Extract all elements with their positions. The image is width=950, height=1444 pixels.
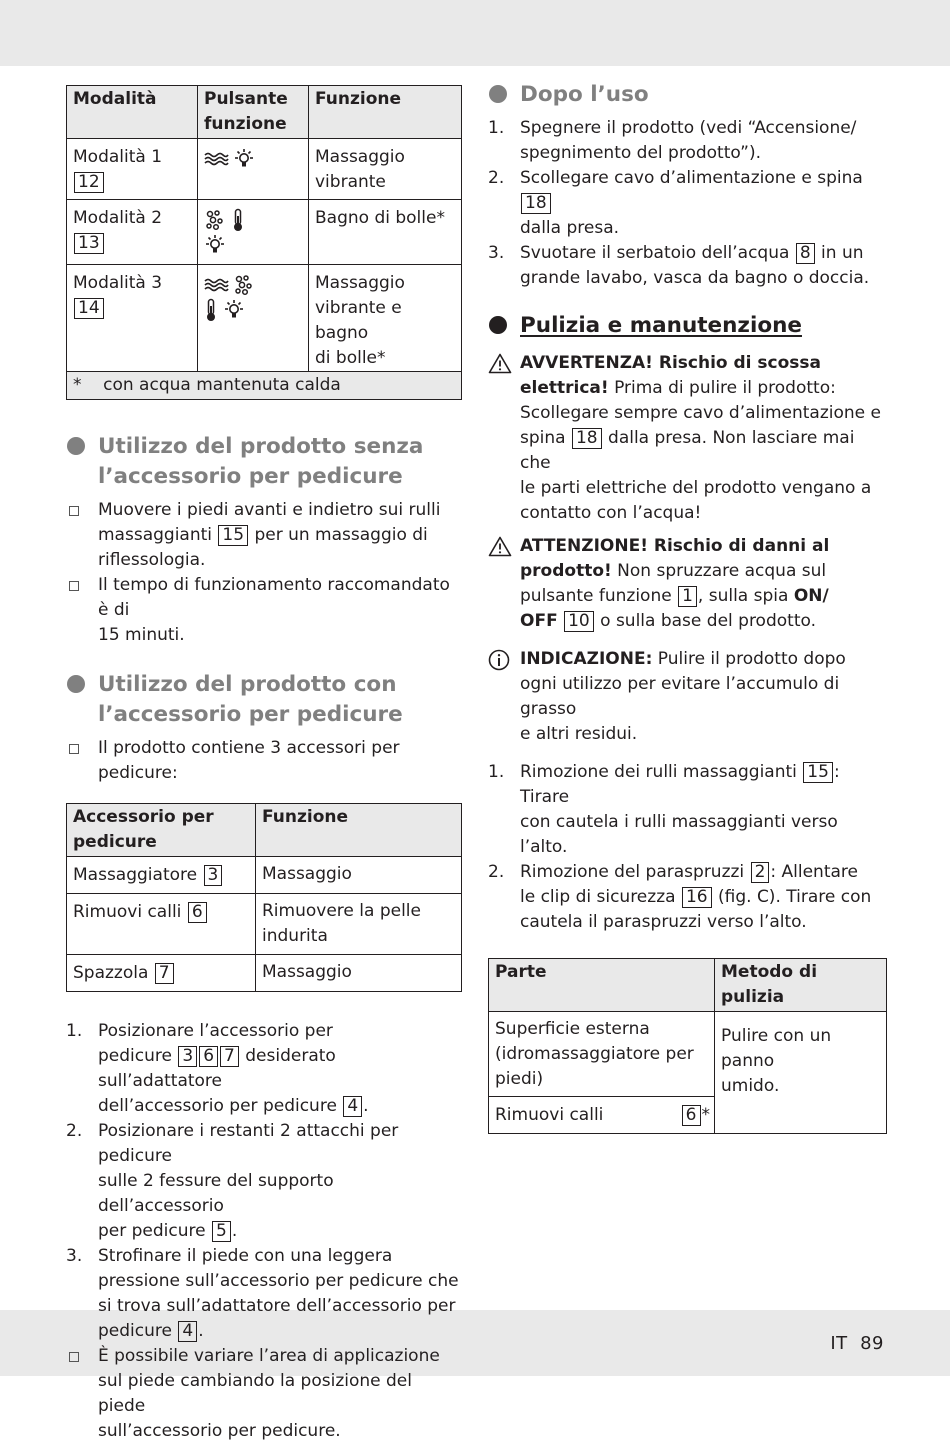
cleaning-table bbox=[488, 958, 887, 1134]
section-bullet bbox=[489, 316, 507, 334]
text: pulsante funzione bbox=[520, 586, 672, 606]
table-header-row bbox=[489, 959, 887, 1012]
ref-box: 3 bbox=[204, 865, 223, 886]
ref-box: 15 bbox=[803, 762, 833, 783]
text-line: Il tempo di funzionamento raccomandato è di bbox=[98, 575, 450, 620]
page-number bbox=[830, 1331, 884, 1356]
text-line: cautela il paraspruzzi verso l’alto. bbox=[520, 912, 807, 932]
mode-name: Modalità 1 bbox=[73, 147, 163, 167]
ref-box: 5 bbox=[212, 1221, 231, 1242]
text: . bbox=[231, 1221, 238, 1241]
page-num: 89 bbox=[860, 1333, 884, 1354]
text-line: Il prodotto contiene 3 accessori per pedicure: bbox=[98, 738, 400, 783]
text-line: Posizionare i restanti 2 attacchi per pedicure bbox=[98, 1121, 399, 1166]
function-text: vibrante e bagno bbox=[315, 298, 402, 343]
text-line: e altri residui. bbox=[520, 724, 638, 744]
list-item bbox=[66, 1019, 462, 1119]
text: le clip di sicurezza bbox=[520, 887, 676, 907]
heading-line: Utilizzo del prodotto senza bbox=[98, 434, 424, 459]
text-line bbox=[520, 885, 888, 910]
ref-box: 6 bbox=[682, 1105, 701, 1126]
heading-text: Dopo l’uso bbox=[520, 82, 649, 107]
text: . bbox=[363, 1096, 369, 1116]
text: dalla presa. Non lasciare mai che bbox=[520, 428, 855, 473]
text-line: Muovere i piedi avanti e indietro sui rulli bbox=[98, 500, 441, 520]
ref-box: 1 bbox=[678, 586, 697, 607]
light-icon bbox=[204, 234, 226, 256]
checkbox-bullet bbox=[69, 506, 79, 516]
text-line bbox=[520, 559, 888, 584]
section-bullet bbox=[67, 437, 85, 455]
step-number: 1. bbox=[488, 762, 505, 782]
text-line: sull’accessorio per pedicure. bbox=[98, 1421, 341, 1441]
heading-line: Utilizzo del prodotto con bbox=[98, 672, 397, 697]
text-line bbox=[98, 523, 462, 548]
accessory-name: Spazzola bbox=[73, 963, 149, 983]
text-line bbox=[520, 166, 888, 216]
method-text: Pulire con un panno bbox=[721, 1026, 832, 1071]
text: (fig. C). Tirare con bbox=[718, 887, 872, 907]
section-heading bbox=[488, 311, 888, 341]
section-heading bbox=[488, 80, 888, 110]
ref-box: 12 bbox=[74, 172, 104, 193]
bold-text: OFF bbox=[520, 611, 558, 631]
text-line: si trova sull’adattatore dell’accessorio per bbox=[98, 1296, 456, 1316]
method-text: umido. bbox=[721, 1076, 780, 1096]
text-line: È possibile variare l’area di applicazione bbox=[98, 1346, 440, 1366]
step-number: 2. bbox=[488, 168, 505, 188]
bubbles-icon bbox=[233, 274, 255, 296]
table-row bbox=[67, 200, 462, 265]
bubbles-icon bbox=[204, 209, 226, 231]
text-line: le parti elettriche del prodotto vengano a bbox=[520, 478, 872, 498]
text-line: Strofinare il piede con una leggera bbox=[98, 1246, 393, 1266]
text: , sulla spia bbox=[697, 586, 789, 606]
warning-title: elettrica! bbox=[520, 378, 609, 398]
text-line bbox=[520, 609, 888, 634]
ref-box: 14 bbox=[74, 298, 104, 319]
list-item bbox=[488, 760, 888, 860]
warning-block bbox=[488, 351, 888, 526]
table-header: Parte bbox=[489, 959, 715, 1012]
section-bullet bbox=[67, 675, 85, 693]
text: per pedicure bbox=[98, 1221, 206, 1241]
ref-box: 6 bbox=[188, 902, 207, 923]
step-number: 3. bbox=[488, 243, 505, 263]
footnote-mark: * bbox=[73, 375, 82, 395]
text: . bbox=[198, 1321, 204, 1341]
text-line bbox=[520, 534, 888, 559]
text-line bbox=[520, 241, 888, 266]
warning-title: AVVERTENZA! Rischio di scossa bbox=[520, 353, 821, 373]
table-row bbox=[67, 857, 462, 894]
ref-box: 3 bbox=[178, 1046, 197, 1067]
list-item bbox=[488, 860, 888, 935]
left-column bbox=[66, 85, 462, 1444]
table-row bbox=[67, 139, 462, 200]
text: pedicure bbox=[98, 1321, 172, 1341]
table-header-row bbox=[67, 86, 462, 139]
table-header-row bbox=[67, 804, 462, 857]
accessories-table bbox=[66, 803, 462, 992]
ref-box: 16 bbox=[682, 887, 712, 908]
text: Pulire il prodotto dopo bbox=[657, 649, 846, 669]
text: Non spruzzare acqua sul bbox=[617, 561, 827, 581]
warning-icon bbox=[488, 353, 512, 374]
function-text: di bolle* bbox=[315, 348, 386, 368]
light-icon bbox=[233, 148, 255, 170]
table-row bbox=[67, 894, 462, 955]
ref-box: 2 bbox=[751, 862, 770, 883]
function-text: Bagno di bolle* bbox=[315, 208, 445, 228]
part-text: (idromassaggiatore per bbox=[495, 1044, 694, 1064]
vibration-icon bbox=[204, 151, 228, 167]
header-text: Accessorio per pedicure bbox=[73, 807, 214, 852]
function-text: Rimuovere la pelle bbox=[262, 901, 421, 921]
checkbox-bullet bbox=[69, 581, 79, 591]
ref-box: 4 bbox=[343, 1096, 362, 1117]
text-line: 15 minuti. bbox=[98, 625, 185, 645]
text-line: contatto con l’acqua! bbox=[520, 503, 702, 523]
ref-box: 7 bbox=[155, 963, 174, 984]
info-icon bbox=[488, 649, 510, 671]
table-header bbox=[715, 959, 887, 1012]
list-item bbox=[488, 116, 888, 166]
header-band bbox=[0, 0, 950, 66]
list-item bbox=[66, 1244, 462, 1344]
list-item bbox=[66, 573, 462, 648]
checkbox-bullet bbox=[69, 744, 79, 754]
function-text: Massaggio bbox=[262, 864, 352, 884]
vibration-icon bbox=[204, 277, 228, 293]
heading-line: l’accessorio per pedicure bbox=[98, 702, 403, 727]
note-block bbox=[488, 647, 888, 747]
text-line: riflessologia. bbox=[98, 550, 206, 570]
text-line: grande lavabo, vasca da bagno o doccia. bbox=[520, 268, 870, 288]
table-row bbox=[489, 1012, 887, 1097]
text-line bbox=[520, 860, 888, 885]
caution-title: ATTENZIONE! Rischio di danni al bbox=[520, 536, 830, 556]
mode-name: Modalità 3 bbox=[73, 273, 163, 293]
text: in un bbox=[821, 243, 864, 263]
ref-box: 18 bbox=[521, 193, 551, 214]
list-item bbox=[488, 166, 888, 241]
text-line bbox=[98, 1094, 462, 1119]
text: Svuotare il serbatoio dell’acqua bbox=[520, 243, 790, 263]
text-line bbox=[520, 760, 888, 810]
text: spina bbox=[520, 428, 566, 448]
section-heading bbox=[66, 670, 462, 730]
thermometer-icon bbox=[231, 208, 245, 232]
text: Rimozione del paraspruzzi bbox=[520, 862, 745, 882]
text-line bbox=[520, 351, 888, 376]
page-lang: IT bbox=[830, 1333, 848, 1354]
text: o sulla base del prodotto. bbox=[600, 611, 816, 631]
text-line: spegnimento del prodotto”). bbox=[520, 143, 762, 163]
ref-box: 4 bbox=[178, 1321, 197, 1342]
text-line bbox=[98, 1044, 462, 1094]
text-line: con cautela i rulli massaggianti verso l’alto. bbox=[520, 812, 838, 857]
heading-text: Pulizia e manutenzione bbox=[520, 313, 802, 338]
function-text: indurita bbox=[262, 926, 328, 946]
modes-table bbox=[66, 85, 462, 400]
ref-box: 15 bbox=[218, 525, 248, 546]
ref-box: 10 bbox=[564, 611, 594, 632]
checkbox-bullet bbox=[69, 1352, 79, 1362]
step-number: 2. bbox=[66, 1121, 83, 1141]
text-line: pressione sull’accessorio per pedicure che bbox=[98, 1271, 459, 1291]
list-item bbox=[66, 736, 462, 786]
text: Rimozione dei rulli massaggianti bbox=[520, 762, 797, 782]
text-line: dalla presa. bbox=[520, 218, 620, 238]
text: desiderato sull’adattatore bbox=[98, 1046, 336, 1091]
table-header: Funzione bbox=[309, 86, 462, 139]
ref-box: 8 bbox=[796, 243, 815, 264]
text-line bbox=[520, 647, 888, 672]
text: pedicure bbox=[98, 1046, 172, 1066]
thermometer-icon bbox=[204, 298, 218, 322]
text-line bbox=[98, 1319, 462, 1344]
list-item bbox=[488, 241, 888, 291]
light-icon bbox=[223, 299, 245, 321]
text-line: ogni utilizzo per evitare l’accumulo di grasso bbox=[520, 674, 840, 719]
text: Prima di pulire il prodotto: bbox=[614, 378, 836, 398]
function-text: vibrante bbox=[315, 172, 386, 192]
text: Scollegare cavo d’alimentazione e spina bbox=[520, 168, 863, 188]
table-header bbox=[67, 804, 256, 857]
function-text: Massaggio bbox=[315, 273, 405, 293]
text: : Allentare bbox=[770, 862, 858, 882]
list-item bbox=[66, 1119, 462, 1244]
text: dell’accessorio per pedicure bbox=[98, 1096, 337, 1116]
step-number: 3. bbox=[66, 1246, 83, 1266]
text-line bbox=[520, 376, 888, 401]
section-bullet bbox=[489, 85, 507, 103]
table-header: Funzione bbox=[256, 804, 462, 857]
caution-block bbox=[488, 534, 888, 634]
heading-line: l’accessorio per pedicure bbox=[98, 464, 403, 489]
note-title: INDICAZIONE: bbox=[520, 649, 653, 669]
part-text: Superficie esterna bbox=[495, 1019, 650, 1039]
footnote-text: con acqua mantenuta calda bbox=[103, 375, 341, 395]
part-text: piedi) bbox=[495, 1069, 544, 1089]
table-header: Pulsante funzione bbox=[198, 86, 309, 139]
table-header: Modalità bbox=[67, 86, 198, 139]
text-line bbox=[520, 426, 888, 476]
caution-title: prodotto! bbox=[520, 561, 612, 581]
section-heading bbox=[66, 432, 462, 492]
list-item bbox=[66, 1344, 462, 1444]
text-line bbox=[520, 584, 888, 609]
accessory-name: Rimuovi calli bbox=[73, 902, 182, 922]
table-row bbox=[67, 265, 462, 372]
text: massaggianti bbox=[98, 525, 212, 545]
ref-box: 7 bbox=[220, 1046, 239, 1067]
step-number: 1. bbox=[488, 118, 505, 138]
mode-name: Modalità 2 bbox=[73, 208, 163, 228]
text: per un massaggio di bbox=[254, 525, 428, 545]
text-line: Spegnere il prodotto (vedi “Accensione/ bbox=[520, 118, 857, 138]
accessory-name: Massaggiatore bbox=[73, 865, 198, 885]
text-line: sul piede cambiando la posizione del piede bbox=[98, 1371, 412, 1416]
function-text: Massaggio bbox=[262, 962, 352, 982]
part-text: Rimuovi calli bbox=[495, 1105, 604, 1125]
step-number: 2. bbox=[488, 862, 505, 882]
function-text: Massaggio bbox=[315, 147, 405, 167]
warning-icon bbox=[488, 536, 512, 557]
list-item bbox=[66, 498, 462, 573]
text-line: Posizionare l’accessorio per bbox=[98, 1021, 333, 1041]
bold-text: ON/ bbox=[793, 586, 829, 606]
step-number: 1. bbox=[66, 1021, 83, 1041]
text-line: sulle 2 fessure del supporto dell’accessorio bbox=[98, 1171, 334, 1216]
table-footnote-row bbox=[67, 372, 462, 400]
ref-box: 13 bbox=[74, 233, 104, 254]
ref-box: 18 bbox=[572, 428, 602, 449]
table-row bbox=[67, 955, 462, 992]
header-text: Metodo di pulizia bbox=[721, 962, 818, 1007]
text: : Tirare bbox=[520, 762, 840, 807]
text-line bbox=[98, 1219, 462, 1244]
text-line: Scollegare sempre cavo d’alimentazione e bbox=[520, 403, 881, 423]
right-column bbox=[488, 80, 888, 1134]
footnote-mark: * bbox=[701, 1105, 710, 1125]
ref-box: 6 bbox=[199, 1046, 218, 1067]
